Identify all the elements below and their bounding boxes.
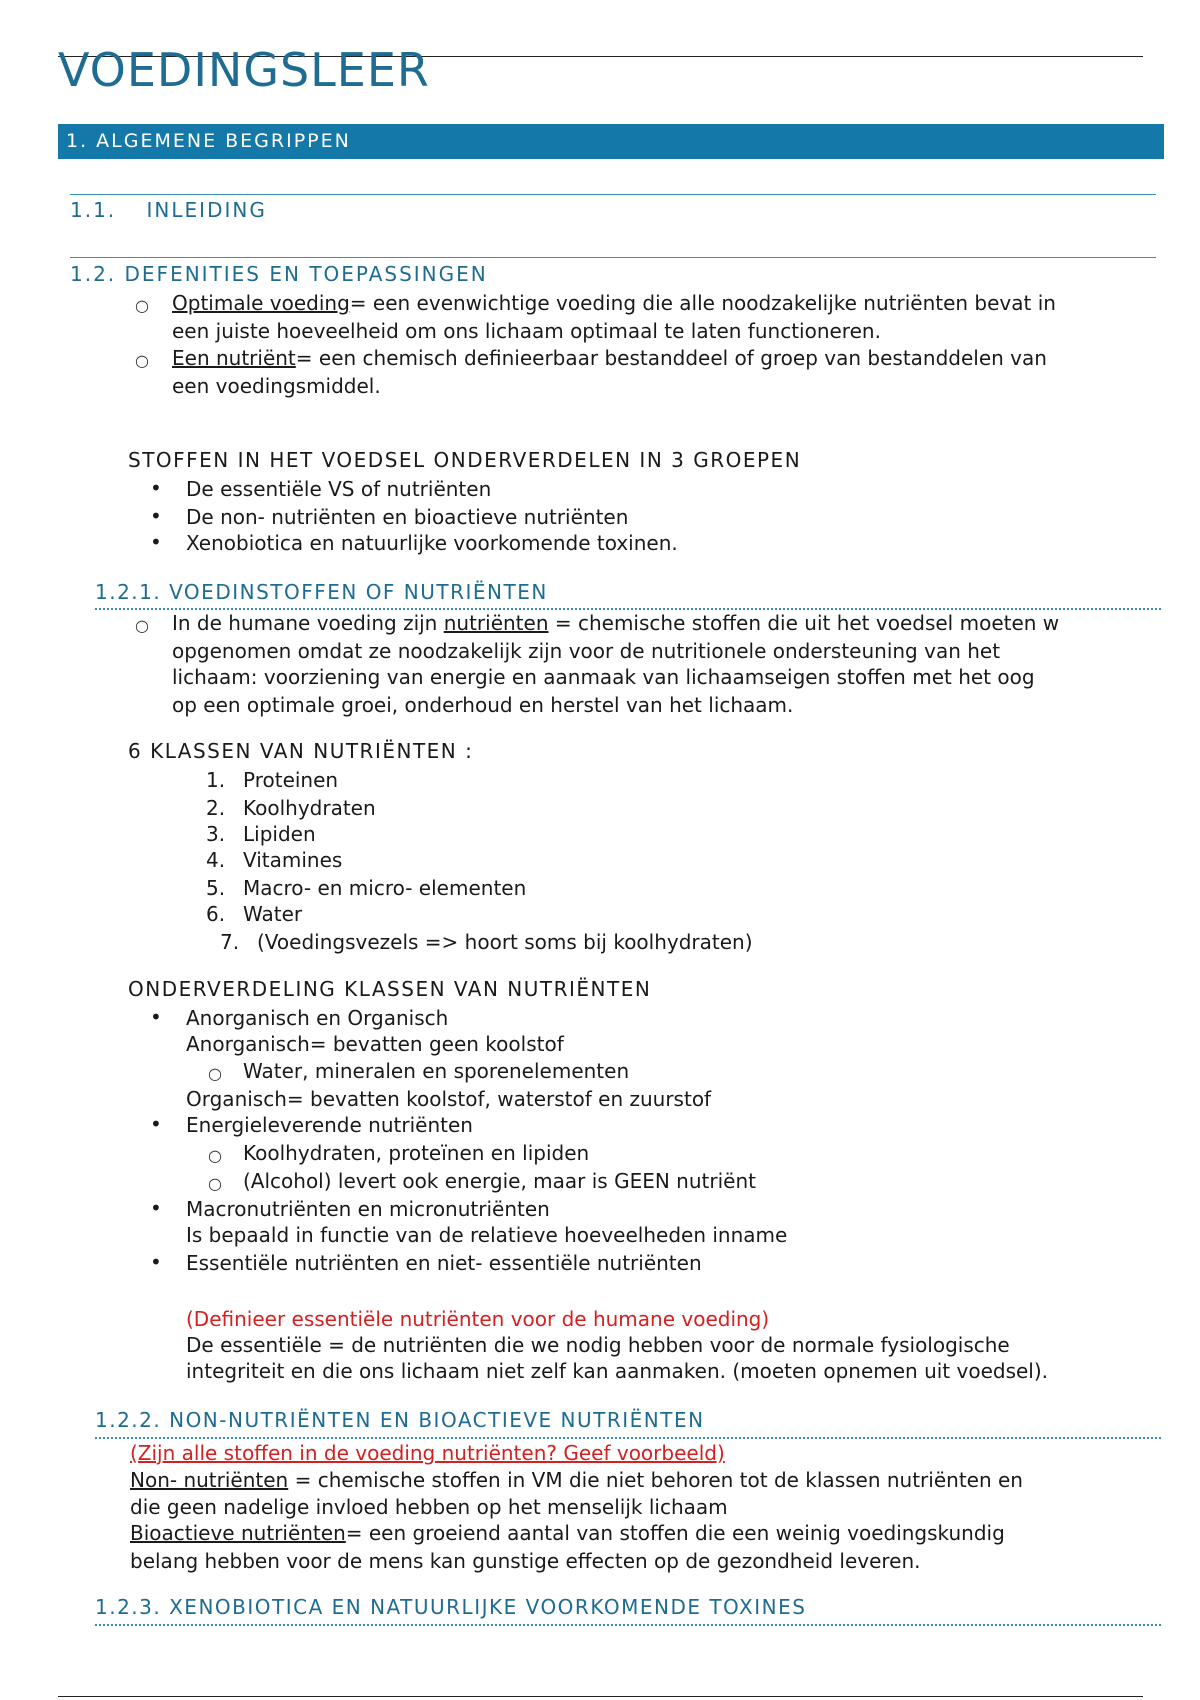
disc-bullet-icon: • — [150, 1112, 162, 1136]
paragraph-line: opgenomen omdat ze noodzakelijk zijn voor de nutritionele ondersteuning van het — [172, 639, 1001, 663]
definition-text: = een evenwichtige voeding die alle noodzakelijke nutriënten bevat in — [349, 291, 1056, 315]
list-item-number: 2. — [206, 796, 226, 820]
circle-bullet-icon: ○ — [208, 1146, 222, 1165]
exam-question: (Zijn alle stoffen in de voeding nutriënten? Geef voorbeeld) — [130, 1441, 725, 1465]
list-item: Water — [243, 902, 303, 926]
list-item: De essentiële VS of nutriënten — [186, 477, 492, 501]
definition-term: Bioactieve nutriënten — [130, 1521, 346, 1545]
footer-rule — [58, 1696, 1143, 1697]
list-item-number: 4. — [206, 848, 226, 872]
classes-heading: 6 KLASSEN VAN NUTRIËNTEN : — [128, 739, 474, 763]
paragraph-term: nutriënten — [443, 611, 549, 635]
paragraph-text: = chemische stoffen die uit het voedsel moeten w — [548, 611, 1060, 635]
list-item-number: 3. — [206, 822, 226, 846]
groups-heading: STOFFEN IN HET VOEDSEL ONDERVERDELEN IN 3 GROEPEN — [128, 448, 802, 472]
definition-line: een juiste hoeveelheid om ons lichaam optimaal te laten functioneren. — [172, 319, 881, 343]
list-item-number: 6. — [206, 902, 226, 926]
answer-line: De essentiële = de nutriënten die we nodig hebben voor de normale fysiologische — [186, 1333, 1010, 1357]
circle-bullet-icon: ○ — [135, 616, 149, 635]
disc-bullet-icon: • — [150, 1250, 162, 1274]
list-item-text: Anorganisch= bevatten geen koolstof — [186, 1032, 564, 1056]
definition-term: Optimale voeding — [172, 291, 350, 315]
definition-term: Een nutriënt — [172, 346, 296, 370]
list-item-text: Organisch= bevatten koolstof, waterstof en zuurstof — [186, 1087, 712, 1111]
page-title: VOEDINGSLEER — [58, 43, 430, 97]
section-heading-1-1 — [70, 198, 267, 222]
exam-question: (Definieer essentiële nutriënten voor de humane voeding) — [186, 1307, 770, 1331]
definition-line: die geen nadelige invloed hebben op het menselijk lichaam — [130, 1495, 728, 1519]
circle-bullet-icon: ○ — [208, 1174, 222, 1193]
list-item: Macro- en micro- elementen — [243, 876, 527, 900]
definition-text: = een groeiend aantal van stoffen die een weinig voedingskundig — [345, 1521, 1005, 1545]
section-label: INLEIDING — [146, 198, 267, 222]
list-item: Lipiden — [243, 822, 316, 846]
list-item: Energieleverende nutriënten — [186, 1113, 473, 1137]
list-item-text: Is bepaald in functie van de relatieve hoeveelheden inname — [186, 1223, 788, 1247]
list-item: Macronutriënten en micronutriënten — [186, 1197, 550, 1221]
sub-list-item: Water, mineralen en sporenelementen — [243, 1059, 630, 1083]
section-rule — [70, 257, 1156, 258]
dotted-rule — [95, 1437, 1161, 1439]
section-heading-1-2-2: 1.2.2. NON-NUTRIËNTEN EN BIOACTIEVE NUTRIËNTEN — [95, 1408, 705, 1432]
section-number: 1.1. — [70, 198, 117, 222]
disc-bullet-icon: • — [150, 1196, 162, 1220]
definition-text: = chemische stoffen in VM die niet behoren tot de klassen nutriënten en — [288, 1468, 1023, 1492]
list-item-number: 7. — [220, 930, 240, 954]
list-item: Proteinen — [243, 768, 339, 792]
definition-term: Non- nutriënten — [130, 1468, 289, 1492]
list-item-number: 5. — [206, 876, 226, 900]
disc-bullet-icon: • — [150, 476, 162, 500]
section-heading-1-2-3: 1.2.3. XENOBIOTICA EN NATUURLIJKE VOORKOMENDE TOXINES — [95, 1595, 807, 1619]
definition-text: = een chemisch definieerbaar bestanddeel of groep van bestanddelen van — [295, 346, 1047, 370]
definition-line — [130, 1467, 1023, 1494]
list-item: De non- nutriënten en bioactieve nutriënten — [186, 505, 629, 529]
section-heading-1: 1. ALGEMENE BEGRIPPEN — [58, 124, 1164, 159]
definition-line — [130, 1520, 1005, 1547]
paragraph-line — [172, 610, 1059, 637]
disc-bullet-icon: • — [150, 504, 162, 528]
circle-bullet-icon: ○ — [135, 351, 149, 370]
list-item: Xenobiotica en natuurlijke voorkomende toxinen. — [186, 531, 678, 555]
sub-list-item: (Alcohol) levert ook energie, maar is GEEN nutriënt — [243, 1169, 756, 1193]
list-item: Koolhydraten — [243, 796, 376, 820]
list-item-number: 1. — [206, 768, 226, 792]
disc-bullet-icon: • — [150, 1005, 162, 1029]
subdivision-heading: ONDERVERDELING KLASSEN VAN NUTRIËNTEN — [128, 977, 652, 1001]
definition-line: belang hebben voor de mens kan gunstige effecten op de gezondheid leveren. — [130, 1549, 921, 1573]
list-item: Essentiële nutriënten en niet- essentiële nutriënten — [186, 1251, 702, 1275]
section-heading-1-2-1: 1.2.1. VOEDINSTOFFEN OF NUTRIËNTEN — [95, 580, 548, 604]
sub-list-item: Koolhydraten, proteïnen en lipiden — [243, 1141, 590, 1165]
list-item: Anorganisch en Organisch — [186, 1006, 449, 1030]
list-item: (Voedingsvezels => hoort soms bij koolhydraten) — [257, 930, 753, 954]
section-rule — [70, 194, 1156, 195]
circle-bullet-icon: ○ — [208, 1064, 222, 1083]
paragraph-text: In de humane voeding zijn — [172, 611, 444, 635]
definition-line — [172, 290, 1056, 317]
definition-line: een voedingsmiddel. — [172, 374, 381, 398]
list-item: Vitamines — [243, 848, 343, 872]
paragraph-line: lichaam: voorziening van energie en aanmaak van lichaamseigen stoffen met het oog — [172, 665, 1035, 689]
paragraph-line: op een optimale groei, onderhoud en herstel van het lichaam. — [172, 693, 794, 717]
dotted-rule — [95, 1624, 1161, 1626]
circle-bullet-icon: ○ — [135, 296, 149, 315]
section-heading-1-2: 1.2. DEFENITIES EN TOEPASSINGEN — [70, 262, 488, 286]
answer-line: integriteit en die ons lichaam niet zelf kan aanmaken. (moeten opnemen uit voedsel). — [186, 1359, 1049, 1383]
definition-line — [172, 345, 1047, 372]
disc-bullet-icon: • — [150, 530, 162, 554]
